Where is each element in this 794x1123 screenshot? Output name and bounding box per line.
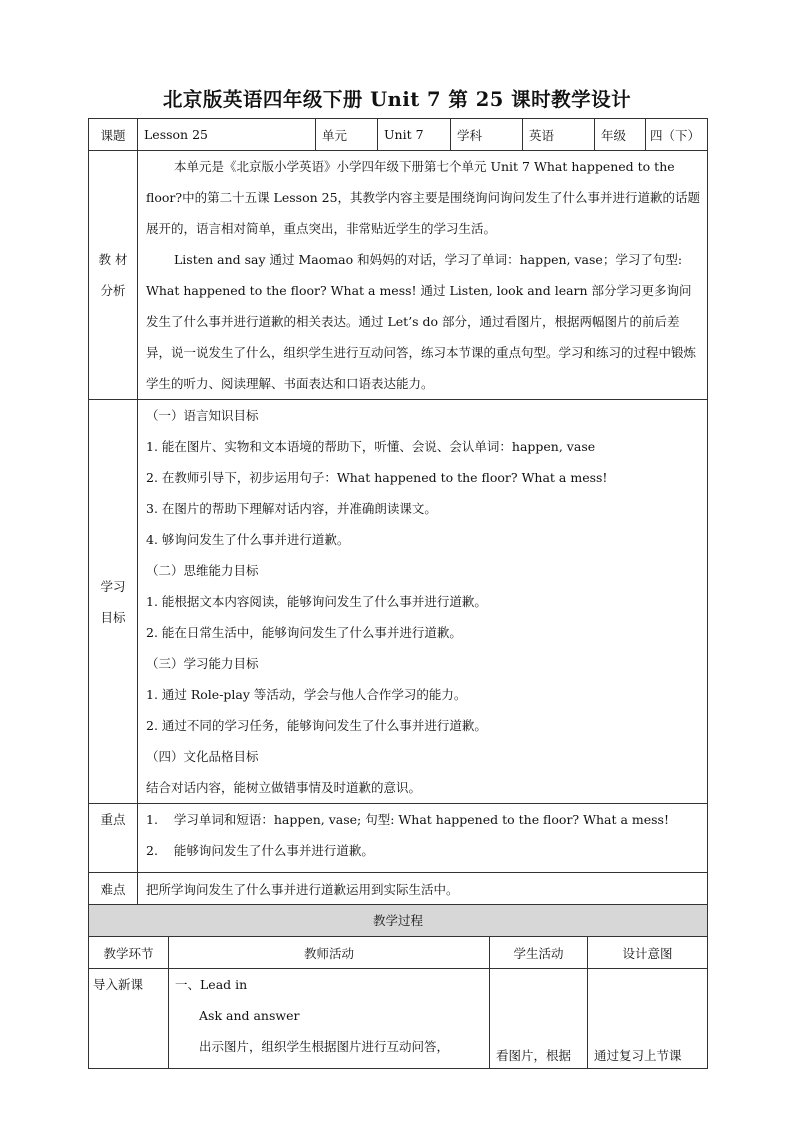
objective-line: （一）语言知识目标 (146, 408, 259, 423)
subject-value: 英语 (523, 119, 595, 151)
intent-cell: 通过复习上节课 (588, 969, 708, 1069)
document-title: 北京版英语四年级下册 Unit 7 第 25 课时教学设计 (162, 88, 632, 111)
difficulty-text: 把所学询问发生了什么事并进行道歉运用到实际生活中。 (138, 873, 708, 905)
teacher-line: 一、Lead in (175, 977, 248, 992)
teacher-line: 出示图片，组织学生根据图片进行互动问答， (199, 1039, 450, 1054)
objectives-label: 学习 目标 (89, 400, 138, 804)
objective-line: （三）学习能力目标 (146, 656, 259, 671)
objective-line: 2. 在教师引导下，初步运用句子：What happened to the floor? What a mess! (146, 470, 608, 485)
objectives-content (138, 400, 708, 804)
topic-value: Lesson 25 (138, 119, 316, 151)
lesson-plan-table (88, 118, 707, 1069)
analysis-label: 教 材 分析 (89, 151, 138, 400)
header-student: 学生活动 (490, 937, 588, 969)
objective-line: （二）思维能力目标 (146, 563, 259, 578)
key-point-line: 2. 能够询问发生了什么事并进行道歉。 (146, 843, 374, 858)
analysis-paragraph: 本单元是《北京版小学英语》小学四年级下册第七个单元 Unit 7 What happened to the floor?中的第二十五课 Lesson 25，其教学内容主要是围绕询问询问发生了什么事并进行道歉的话题展开的，语言相对简单，重点突出，非常贴近学生的学习生活。 (146, 159, 701, 236)
analysis-content (138, 151, 708, 400)
student-cell: 看图片，根据 (490, 969, 588, 1069)
key-points-label: 重点 (89, 804, 138, 873)
teacher-line: Ask and answer (199, 1008, 300, 1023)
objective-line: 3. 在图片的帮助下理解对话内容，并准确朗读课文。 (146, 501, 437, 516)
grade-label: 年级 (595, 119, 646, 151)
process-band: 教学过程 (89, 905, 708, 937)
unit-label: 单元 (316, 119, 378, 151)
grade-value: 四（下） (646, 119, 708, 151)
objective-line: 2. 能在日常生活中，能够询问发生了什么事并进行道歉。 (146, 625, 462, 640)
analysis-paragraph: Listen and say 通过 Maomao 和妈妈的对话，学习了单词：happen, vase；学习了句型: What happened to the floor? What a mess! 通过 Listen, look and learn 部分学习更多询问发生了什么事并进行道歉的相关表达。通过 Let’s do 部分，通过看图片，根据两幅图片的前后差异，说一说发生了什么，组织学生进行互动问答，练习本节课的重点句型。学习和练习的过程中锻炼学生的听力、阅读理解、书面表达和口语表达能力。 (146, 252, 697, 391)
stage-cell: 导入新课 (89, 969, 169, 1069)
header-stage: 教学环节 (89, 937, 169, 969)
key-point-line: 1. 学习单词和短语：happen, vase; 句型: What happened to the floor? What a mess! (146, 812, 669, 827)
objective-line: 2. 通过不同的学习任务，能够询问发生了什么事并进行道歉。 (146, 718, 487, 733)
header-intent: 设计意图 (588, 937, 708, 969)
objective-line: 1. 能根据文本内容阅读，能够询问发生了什么事并进行道歉。 (146, 594, 487, 609)
objective-line: 4. 够询问发生了什么事并进行道歉。 (146, 532, 350, 547)
subject-label: 学科 (451, 119, 523, 151)
topic-label: 课题 (89, 119, 138, 151)
objective-line: （四）文化品格目标 (146, 749, 259, 764)
teacher-cell (169, 969, 490, 1069)
objective-line: 1. 通过 Role-play 等活动，学会与他人合作学习的能力。 (146, 687, 467, 702)
difficulty-label: 难点 (89, 873, 138, 905)
unit-value: Unit 7 (378, 119, 451, 151)
objective-line: 1. 能在图片、实物和文本语境的帮助下，听懂、会说、会认单词：happen, vase (146, 439, 596, 454)
key-points-content (138, 804, 708, 873)
objective-line: 结合对话内容，能树立做错事情及时道歉的意识。 (146, 780, 422, 795)
header-teacher: 教师活动 (169, 937, 490, 969)
